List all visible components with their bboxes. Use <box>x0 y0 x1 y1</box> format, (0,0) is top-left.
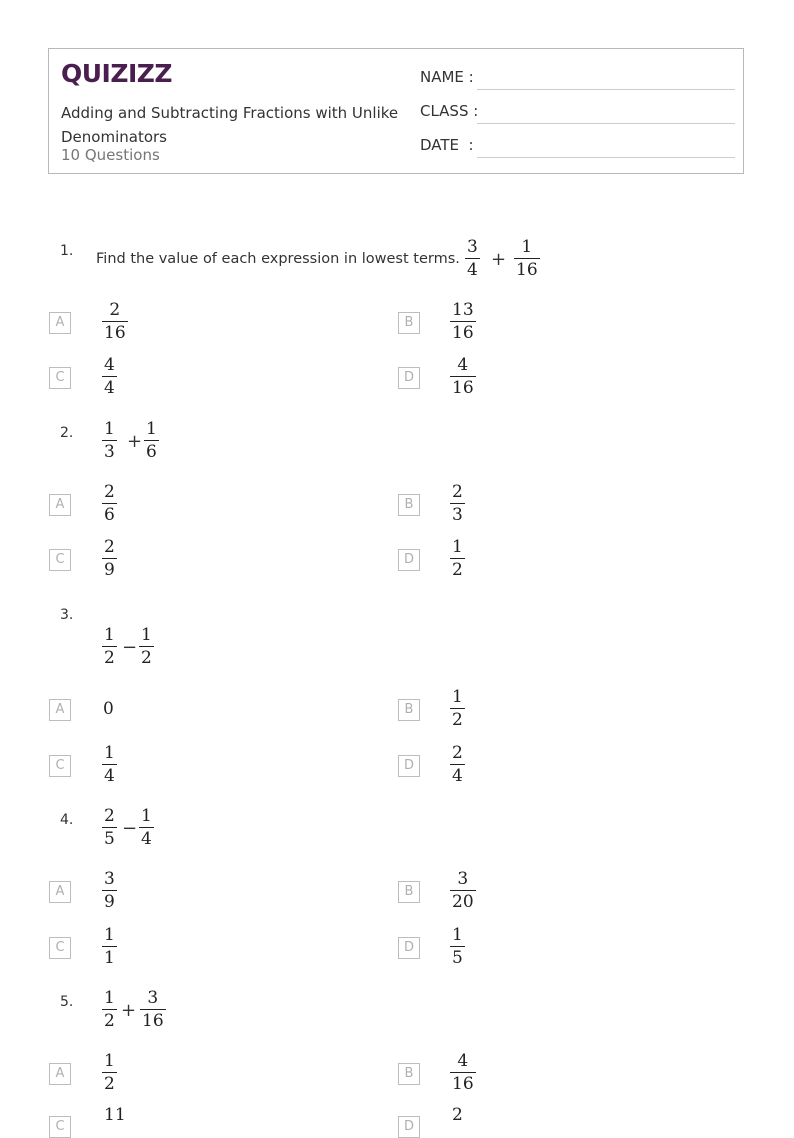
numerator: 1 <box>104 625 115 645</box>
option-fraction-c <box>102 354 117 399</box>
denominator: 2 <box>104 1074 115 1094</box>
option-box-c[interactable]: C <box>49 937 71 959</box>
denominator: 2 <box>452 710 463 730</box>
numerator: 1 <box>146 419 157 439</box>
numerator: 1 <box>104 743 115 763</box>
question-number: 2. <box>60 425 74 441</box>
option-box-c[interactable]: C <box>49 549 71 571</box>
numerator: 2 <box>109 300 121 320</box>
operator: + <box>121 1000 137 1021</box>
numerator: 2 <box>452 1105 463 1125</box>
option-box-d[interactable]: D <box>398 1116 420 1138</box>
numerator: 11 <box>104 1105 126 1125</box>
option-box-b[interactable]: B <box>398 881 420 903</box>
numerator: 4 <box>457 355 469 375</box>
expr-fraction-a <box>102 987 117 1032</box>
option-fraction-b <box>450 868 476 913</box>
option-box-c[interactable]: C <box>49 367 71 389</box>
denominator: 2 <box>452 560 463 580</box>
numerator: 1 <box>141 806 152 826</box>
option-fraction-d <box>450 742 465 787</box>
expr-fraction-a <box>102 805 117 850</box>
denominator: 3 <box>104 442 115 462</box>
numerator: 1 <box>104 1051 115 1071</box>
expr-fraction-b <box>139 805 154 850</box>
denominator: 9 <box>104 560 115 580</box>
option-box-b[interactable]: B <box>398 312 420 334</box>
numerator: 2 <box>452 482 463 502</box>
option-box-d[interactable]: D <box>398 937 420 959</box>
worksheet-title: Adding and Subtracting Fractions with Unlike Denominators <box>61 104 399 146</box>
numerator: 1 <box>521 237 533 257</box>
class-field[interactable] <box>420 102 735 124</box>
denominator: 16 <box>452 378 474 398</box>
quizizz-logo: QUIZIZZ <box>61 59 173 88</box>
question-number: 4. <box>60 812 74 828</box>
question-number: 3. <box>60 607 74 623</box>
question-number: 5. <box>60 994 74 1010</box>
denominator: 16 <box>516 260 538 280</box>
denominator: 6 <box>146 442 157 462</box>
denominator: 5 <box>452 948 463 968</box>
numerator: 2 <box>104 482 115 502</box>
option-box-c[interactable]: C <box>49 1116 71 1138</box>
denominator: 5 <box>104 829 115 849</box>
question-count: 10 Questions <box>61 146 160 164</box>
option-fraction-c <box>102 536 117 581</box>
numerator: 1 <box>452 537 463 557</box>
expr-fraction-a <box>102 624 117 669</box>
name-field[interactable] <box>420 68 735 90</box>
denominator: 20 <box>452 892 474 912</box>
denominator: 16 <box>452 1074 474 1094</box>
option-fraction-a <box>102 868 117 913</box>
denominator: 2 <box>141 648 152 668</box>
numerator: 13 <box>452 300 474 320</box>
numerator: 4 <box>104 355 115 375</box>
option-fraction-d <box>450 924 465 969</box>
denominator: 16 <box>142 1011 164 1031</box>
date-line[interactable] <box>477 157 735 158</box>
option-fraction-a <box>102 299 128 344</box>
option-fraction-b <box>450 686 465 731</box>
date-label: DATE : <box>420 136 474 154</box>
denominator: 9 <box>104 892 115 912</box>
denominator: 4 <box>104 766 115 786</box>
numerator: 1 <box>104 988 115 1008</box>
numerator: 1 <box>452 925 463 945</box>
option-fraction-a <box>102 481 117 526</box>
denominator: 4 <box>104 378 115 398</box>
denominator: 16 <box>104 323 126 343</box>
numerator: 1 <box>141 625 152 645</box>
denominator: 1 <box>104 948 115 968</box>
option-box-c[interactable]: C <box>49 755 71 777</box>
option-box-b[interactable]: B <box>398 1063 420 1085</box>
denominator: 2 <box>104 1011 115 1031</box>
option-box-a[interactable]: A <box>49 312 71 334</box>
expr-fraction-a <box>102 418 117 463</box>
denominator: 3 <box>452 505 463 525</box>
denominator: 16 <box>452 323 474 343</box>
option-box-b[interactable]: B <box>398 494 420 516</box>
expr-fraction-b <box>140 987 166 1032</box>
denominator: 4 <box>141 829 152 849</box>
numerator: 2 <box>452 743 463 763</box>
class-label: CLASS : <box>420 102 479 120</box>
denominator: 6 <box>104 505 115 525</box>
operator: − <box>122 818 138 839</box>
expr-fraction-b <box>144 418 159 463</box>
option-box-a[interactable]: A <box>49 494 71 516</box>
operator: − <box>122 637 138 658</box>
numerator: 4 <box>457 1051 469 1071</box>
option-box-a[interactable]: A <box>49 1063 71 1085</box>
option-fraction-c <box>102 924 117 969</box>
name-line[interactable] <box>477 89 735 90</box>
question-text: Find the value of each expression in lowest terms. <box>96 251 460 267</box>
numerator: 2 <box>104 806 115 826</box>
option-box-a[interactable]: A <box>49 881 71 903</box>
option-fraction-b <box>450 1050 476 1095</box>
numerator: 1 <box>104 925 115 945</box>
denominator: 4 <box>467 260 478 280</box>
operator: + <box>491 249 507 270</box>
option-fraction-c <box>102 742 117 787</box>
option-box-d[interactable]: D <box>398 755 420 777</box>
expr-fraction-b <box>139 624 154 669</box>
expr-fraction-a <box>465 236 480 281</box>
question-number: 1. <box>60 243 74 259</box>
option-box-b[interactable]: B <box>398 699 420 721</box>
worksheet-header <box>48 48 744 174</box>
numerator: 2 <box>104 537 115 557</box>
denominator: 2 <box>104 648 115 668</box>
expr-fraction-b <box>514 236 540 281</box>
numerator: 1 <box>104 419 115 439</box>
option-fraction-a <box>102 1050 117 1095</box>
date-field[interactable] <box>420 136 735 158</box>
class-line[interactable] <box>477 123 735 124</box>
numerator: 3 <box>457 869 469 889</box>
numerator: 3 <box>147 988 159 1008</box>
option-fraction-d <box>450 536 465 581</box>
option-fraction-b <box>450 481 465 526</box>
option-fraction-d <box>450 354 476 399</box>
operator: + <box>127 431 143 452</box>
numerator: 1 <box>452 687 463 707</box>
option-value-a: 0 <box>103 699 114 719</box>
option-box-a[interactable]: A <box>49 699 71 721</box>
option-box-d[interactable]: D <box>398 549 420 571</box>
option-fraction-b <box>450 299 476 344</box>
denominator: 4 <box>452 766 463 786</box>
numerator: 3 <box>104 869 115 889</box>
option-box-d[interactable]: D <box>398 367 420 389</box>
numerator: 3 <box>467 237 478 257</box>
name-label: NAME : <box>420 68 474 86</box>
